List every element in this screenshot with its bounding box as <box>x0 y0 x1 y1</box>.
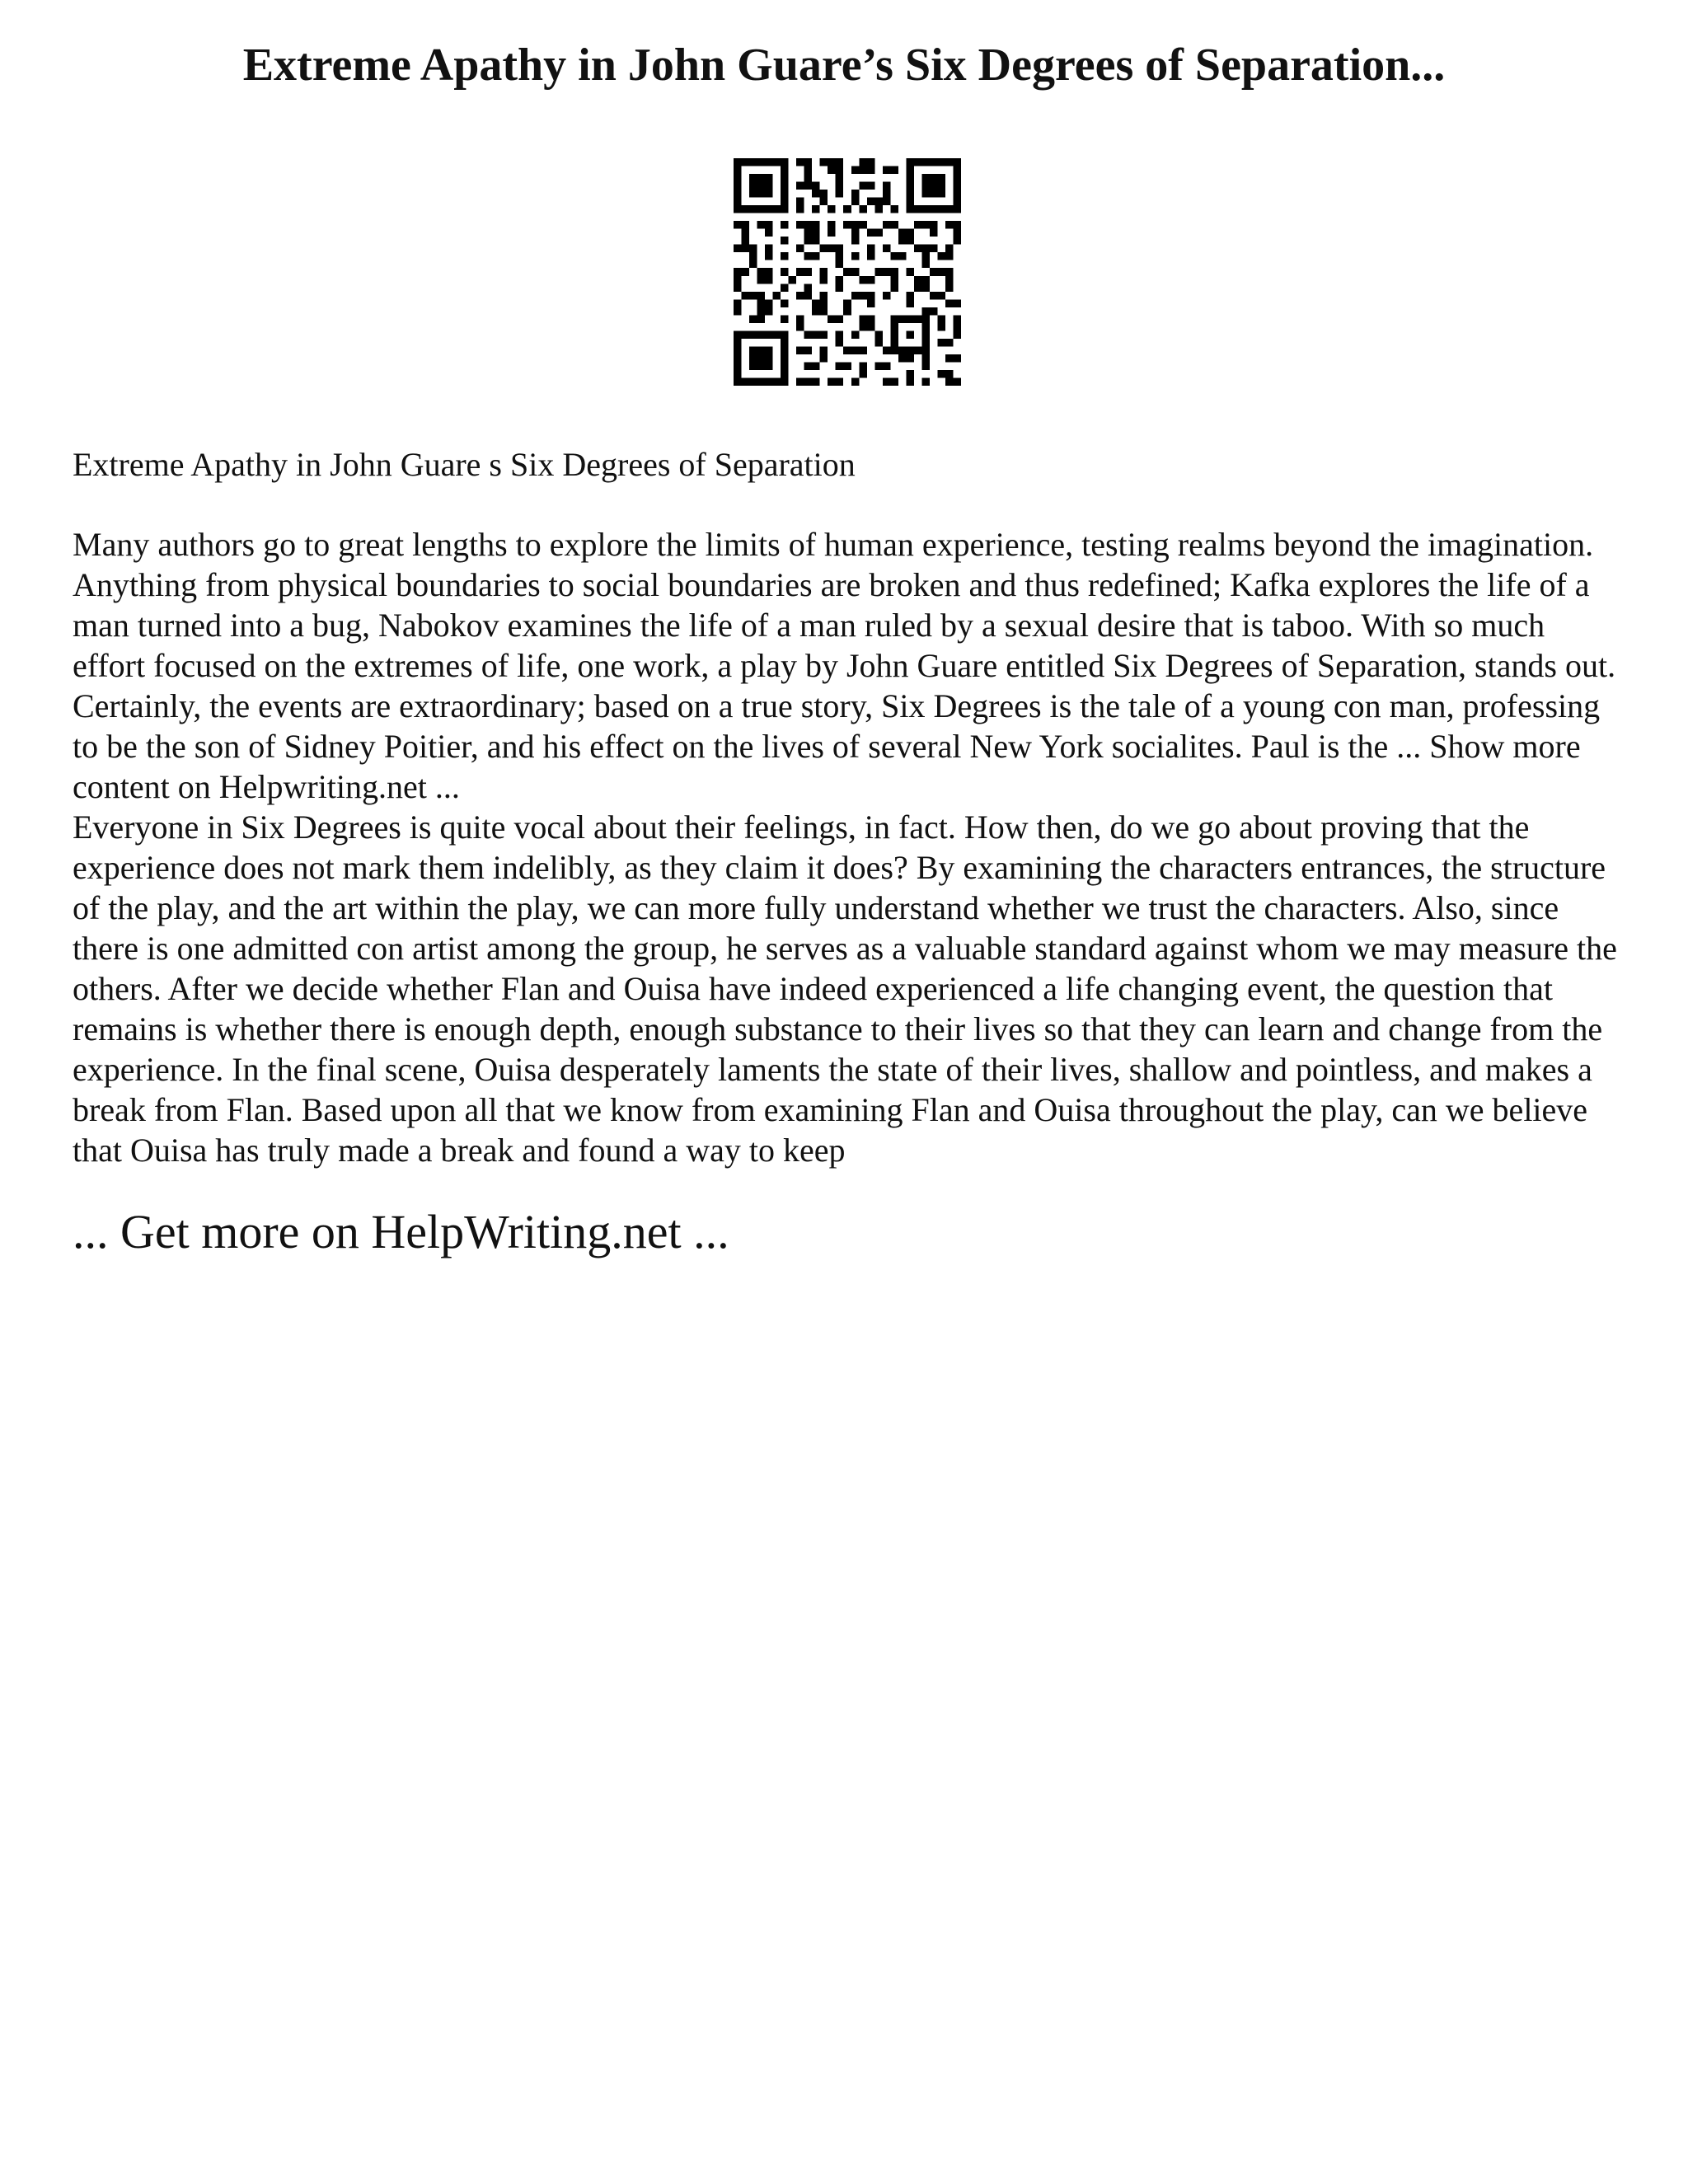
document-body <box>73 445 1622 1261</box>
qr-code-icon <box>734 158 961 386</box>
page-title: Extreme Apathy in John Guare’s Six Degrees of Separation... <box>242 40 1446 91</box>
document-subtitle: Extreme Apathy in John Guare s Six Degrees of Separation <box>73 446 856 483</box>
paragraph-analysis: Everyone in Six Degrees is quite vocal about their feelings, in fact. How then, do we go about proving that the experience does not mark them indelibly, as they claim it does? By examining the characters entrances, the structure of the play, and the art within the play, we can more fully understand whether we trust the characters. Also, since there is one admitted con artist among the group, he serves as a valuable standard against whom we may measure the others. After we decide whether Flan and Ouisa have indeed experienced a life changing event, the question that remains is whether there is enough depth, enough substance to their lives so that they can learn and change from the experience. In the final scene, Ouisa desperately laments the state of their lives, shallow and pointless, and makes a break from Flan. Based upon all that we know from examining Flan and Ouisa throughout the play, can we believe that Ouisa has truly made a break and found a way to keep <box>73 808 1617 1169</box>
get-more-link[interactable]: ... Get more on HelpWriting.net ... <box>73 1205 729 1258</box>
paragraph-intro: Many authors go to great lengths to explore the limits of human experience, testing realms beyond the imagination. Anything from physical boundaries to social boundaries are broken and thus redefined; Kafka explores the life of a man turned into a bug, Nabokov examines the life of a man ruled by a sexual desire that is taboo. With so much effort focused on the extremes of life, one work, a play by John Guare entitled Six Degrees of Separation, stands out. Certainly, the events are extraordinary; based on a true story, Six Degrees is the tale of a young con man, professing to be the son of Sidney Poitier, and his effect on the lives of several New York socialites. Paul is the ... Show more content on Helpwriting.net ... <box>73 526 1616 805</box>
